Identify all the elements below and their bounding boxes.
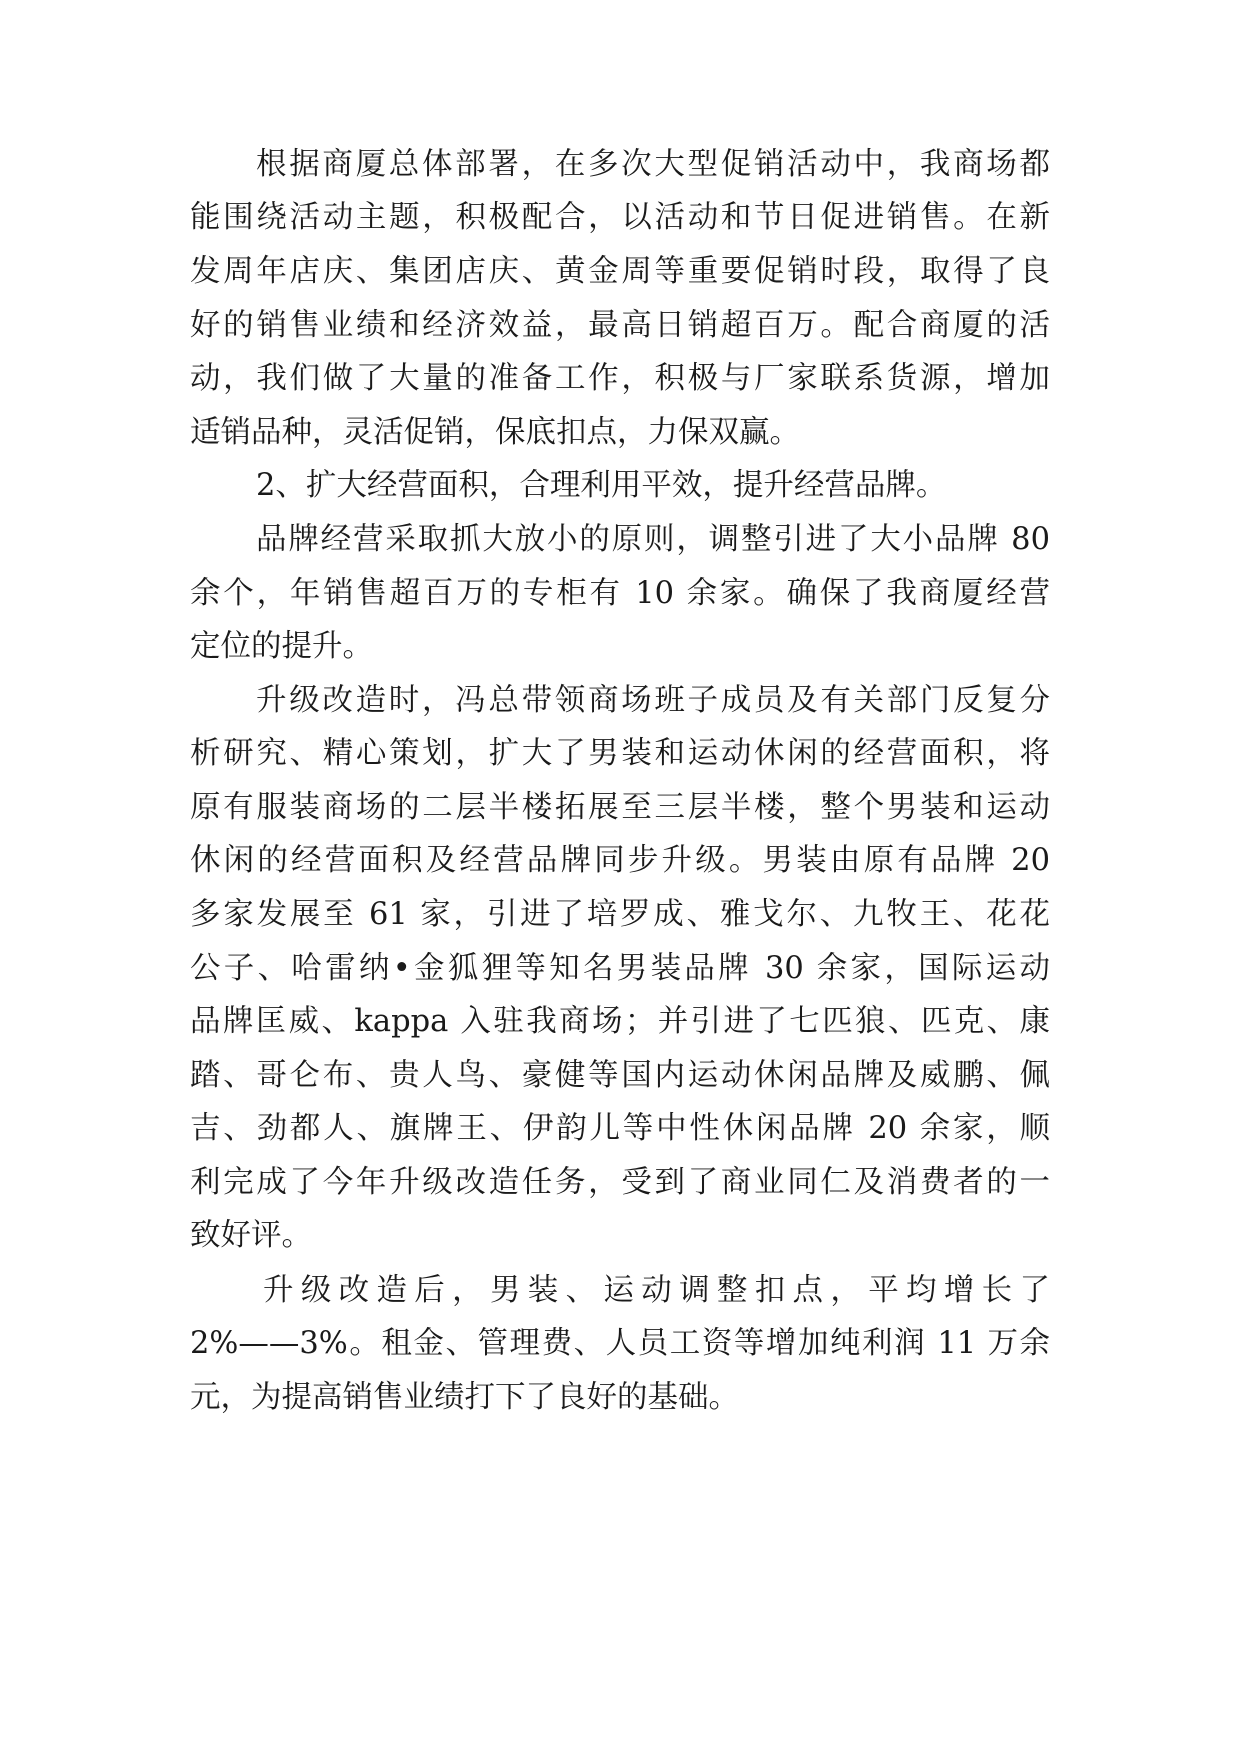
text-line: 公子、哈雷纳•金狐狸等知名男装品牌 30 余家，国际运动 <box>190 951 1050 986</box>
text-line: 升级改造后，男装、运动调整扣点，平均增长了 <box>263 1273 1050 1308</box>
text-line: 发周年店庆、集团店庆、黄金周等重要促销时段，取得了良 <box>190 254 1050 289</box>
text-line: 休闲的经营面积及经营品牌同步升级。男装由原有品牌 20 <box>190 843 1050 878</box>
text-line: 多家发展至 61 家，引进了培罗成、雅戈尔、九牧王、花花 <box>190 897 1050 932</box>
text-line: 析研究、精心策划，扩大了男装和运动休闲的经营面积，将 <box>190 736 1050 771</box>
text-line: 2%——3%。租金、管理费、人员工资等增加纯利润 11 万余 <box>190 1326 1050 1361</box>
text-line: 定位的提升。 <box>190 629 373 664</box>
text-line: 根据商厦总体部署，在多次大型促销活动中，我商场都 <box>256 147 1050 182</box>
text-line: 好的销售业绩和经济效益，最高日销超百万。配合商厦的活 <box>190 308 1050 343</box>
text-line: 品牌匡威、kappa 入驻我商场；并引进了七匹狼、匹克、康 <box>190 1004 1050 1039</box>
text-line: 能围绕活动主题，积极配合，以活动和节日促进销售。在新 <box>190 200 1050 235</box>
text-line: 利完成了今年升级改造任务，受到了商业同仁及消费者的一 <box>190 1165 1050 1200</box>
text-line: 2、扩大经营面积，合理利用平效，提升经营品牌。 <box>256 468 947 503</box>
text-line: 元，为提高销售业绩打下了良好的基础。 <box>190 1380 739 1415</box>
text-line: 适销品种，灵活促销，保底扣点，力保双赢。 <box>190 415 800 450</box>
text-line: 踏、哥仑布、贵人鸟、豪健等国内运动休闲品牌及威鹏、佩 <box>190 1058 1050 1093</box>
text-line: 升级改造时，冯总带领商场班子成员及有关部门反复分 <box>256 683 1050 718</box>
text-line: 动，我们做了大量的准备工作，积极与厂家联系货源，增加 <box>190 361 1050 396</box>
text-line: 吉、劲都人、旗牌王、伊韵儿等中性休闲品牌 20 余家，顺 <box>190 1111 1050 1146</box>
text-line: 原有服装商场的二层半楼拓展至三层半楼，整个男装和运动 <box>190 790 1050 825</box>
text-line: 致好评。 <box>190 1218 312 1253</box>
text-line: 余个，年销售超百万的专柜有 10 余家。确保了我商厦经营 <box>190 576 1050 611</box>
text-line: 品牌经营采取抓大放小的原则，调整引进了大小品牌 80 <box>256 522 1050 557</box>
